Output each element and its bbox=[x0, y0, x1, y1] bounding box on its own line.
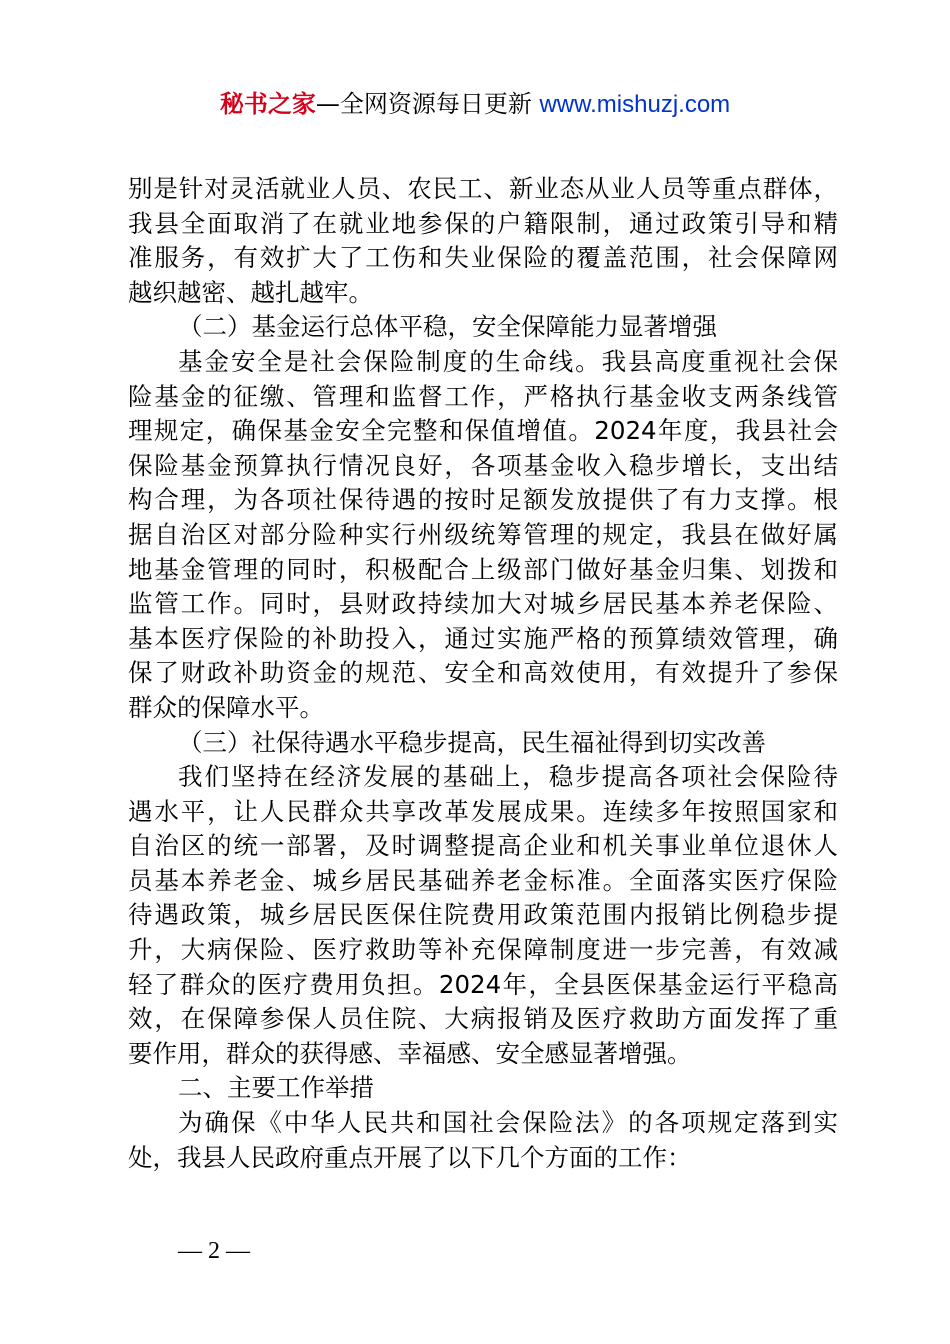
body-line: 要作用，群众的获得感、幸福感、安全感显著增强。 bbox=[128, 1038, 692, 1068]
body-line: 效，在保障参保人员住院、大病报销及医疗救助方面发挥了重 bbox=[128, 1004, 838, 1034]
body-line: 监管工作。同时，县财政持续加大对城乡居民基本养老保险、 bbox=[128, 589, 838, 619]
body-line: 保了财政补助资金的规范、安全和高效使用，有效提升了参保 bbox=[128, 658, 838, 688]
site-url-link[interactable]: www.mishuzj.com bbox=[539, 91, 731, 118]
section-heading: （二）基金运行总体平稳，安全保障能力显著增强 bbox=[178, 312, 717, 342]
body-line: 为确保《中华人民共和国社会保险法》的各项规定落到实 bbox=[178, 1108, 838, 1138]
body-line: 处，我县人民政府重点开展了以下几个方面的工作： bbox=[128, 1142, 692, 1172]
body-line: 构合理，为各项社保待遇的按时足额发放提供了有力支撑。根 bbox=[128, 485, 838, 515]
body-line: 群众的保障水平。 bbox=[128, 692, 324, 722]
body-line: 遇水平，让人民群众共享改革发展成果。连续多年按照国家和 bbox=[128, 796, 838, 826]
body-line: 保险基金预算执行情况良好，各项基金收入稳步增长，支出结 bbox=[128, 450, 838, 480]
section-heading: （三）社保待遇水平稳步提高，民生福祉得到切实改善 bbox=[178, 727, 766, 757]
body-line: 待遇政策，城乡居民医保住院费用政策范围内报销比例稳步提 bbox=[128, 900, 838, 930]
body-line: 轻了群众的医疗费用负担。2024年，全县医保基金运行平稳高 bbox=[128, 969, 838, 999]
document-body bbox=[128, 172, 838, 1175]
body-line: 员基本养老金、城乡居民基础养老金标准。全面落实医疗保险 bbox=[128, 865, 838, 895]
body-line: 准服务，有效扩大了工伤和失业保险的覆盖范围，社会保障网 bbox=[128, 243, 838, 273]
body-line: 基金安全是社会保险制度的生命线。我县高度重视社会保 bbox=[178, 346, 838, 376]
body-line: 基本医疗保险的补助投入，通过实施严格的预算绩效管理，确 bbox=[128, 623, 838, 653]
body-line: 地基金管理的同时，积极配合上级部门做好基金归集、划拨和 bbox=[128, 554, 838, 584]
site-tagline: —全网资源每日更新 bbox=[315, 90, 540, 118]
body-line: 自治区的统一部署，及时调整提高企业和机关事业单位退休人 bbox=[128, 831, 838, 861]
site-brand: 秘书之家 bbox=[219, 90, 316, 118]
body-line: 我们坚持在经济发展的基础上，稳步提高各项社会保险待 bbox=[178, 762, 838, 792]
body-line: 别是针对灵活就业人员、农民工、新业态从业人员等重点群体， bbox=[128, 174, 838, 203]
body-line: 我县全面取消了在就业地参保的户籍限制，通过政策引导和精 bbox=[128, 208, 838, 238]
body-line: 越织越密、越扎越牢。 bbox=[128, 277, 373, 307]
body-line: 险基金的征缴、管理和监督工作，严格执行基金收支两条线管 bbox=[128, 381, 838, 411]
body-line: 据自治区对部分险种实行州级统筹管理的规定，我县在做好属 bbox=[128, 519, 838, 549]
site-header bbox=[0, 84, 950, 125]
page-number: — 2 — bbox=[178, 1238, 250, 1264]
body-line: 理规定，确保基金安全完整和保值增值。2024年度，我县社会 bbox=[128, 416, 838, 446]
chapter-heading: 二、主要工作举措 bbox=[178, 1073, 374, 1103]
body-line: 升，大病保险、医疗救助等补充保障制度进一步完善，有效减 bbox=[128, 935, 838, 965]
